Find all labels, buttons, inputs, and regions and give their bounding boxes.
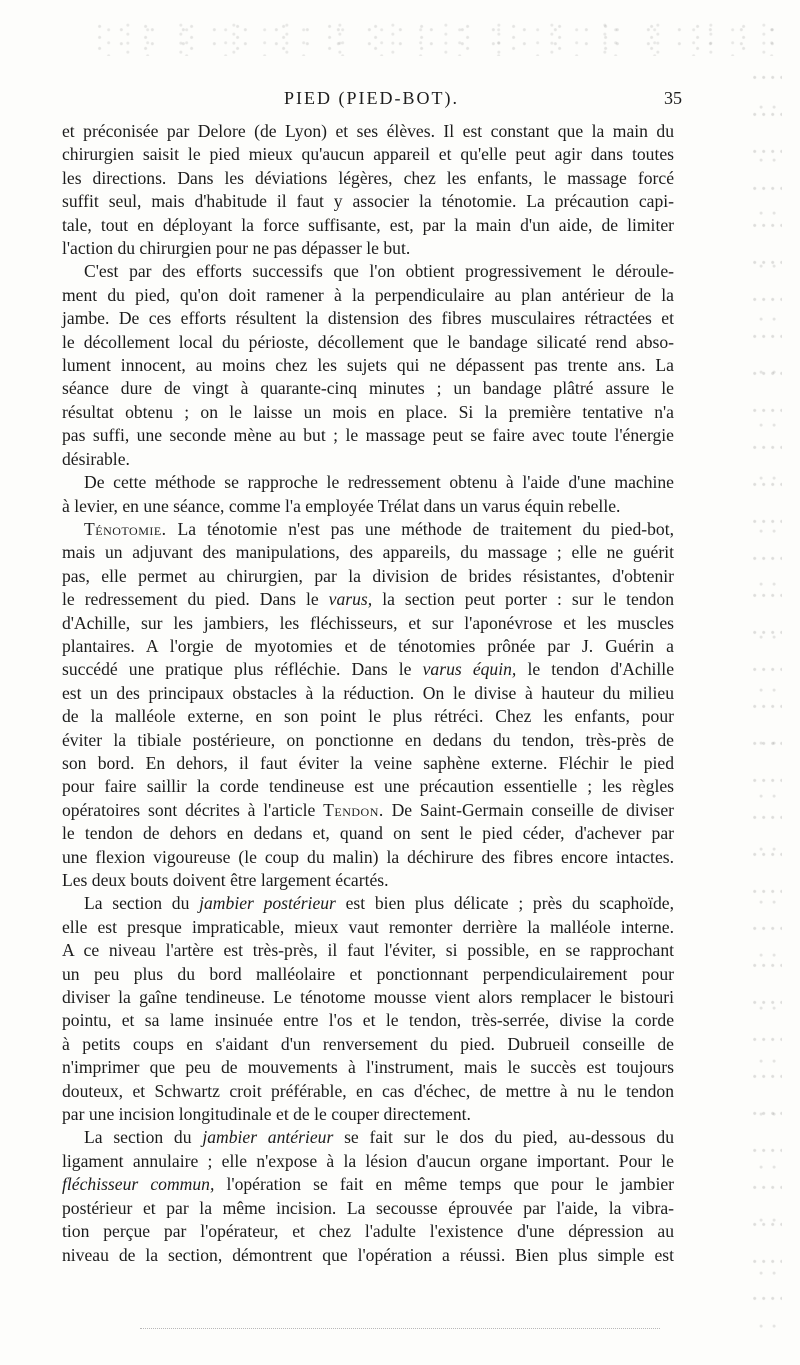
text-line: C'est par des efforts successifs que l'on obtient progressivement le déroule-	[84, 261, 674, 282]
text-line: pas suffi, une seconde mène au but ; le massage peut se faire avec toute l'énergie	[62, 425, 674, 446]
text-line: suffit seul, mais d'habitude il faut y associer la ténotomie. La précaution capi-	[62, 191, 674, 212]
text-line: succédé une pratique plus réfléchie. Dans le varus équin, le tendon d'Achille	[62, 659, 675, 680]
text-line: mais un adjuvant des manipulations, des appareils, du massage ; elle ne guérit	[62, 542, 674, 563]
text-line: Ténotomie. La ténotomie n'est pas une méthode de traitement du pied-bot,	[84, 518, 674, 539]
text-line: éviter la tibiale postérieure, on ponctionne en dedans du tendon, très-près de	[62, 729, 674, 750]
text-line: le redressement du pied. Dans le varus, la section peut porter : sur le tendon	[62, 589, 674, 610]
text-line: plantaires. A l'orgie de myotomies et de ténotomies prônée par J. Guérin a	[62, 635, 674, 656]
text-line: A ce niveau l'artère est très-près, il faut l'éviter, si possible, en se rapprochant	[62, 940, 674, 961]
text-line: postérieur et par la même incision. La secousse éprouvée par l'aide, la vibra-	[62, 1197, 674, 1218]
text-line: un peu plus du bord malléolaire et ponctionnant perpendiculairement pour	[62, 963, 674, 984]
text-line: séance dure de vingt à quarante-cinq minutes ; un bandage plâtré assure le	[62, 378, 674, 399]
text-line: pas, elle permet au chirurgien, par la division de brides résistantes, d'obtenir	[62, 565, 674, 586]
text-line: à petits coups en s'aidant d'un renversement du pied. Dubrueil conseille de	[62, 1033, 674, 1054]
page-header	[62, 88, 682, 114]
text-line: pointu, et sa lame insinuée entre l'os et le tendon, très-serrée, divise la corde	[62, 1010, 674, 1031]
text-line: résultat obtenu ; on le laisse un mois en place. Si la première tentative n'a	[62, 401, 674, 422]
text-line: La section du jambier antérieur se fait sur le dos du pied, au-dessous du	[84, 1127, 675, 1148]
text-line: jambe. De ces efforts résultent la distension des fibres musculaires rétractées et	[62, 308, 674, 329]
text-line: une flexion vigoureuse (le coup du malin) la déchirure des fibres encore intactes.	[62, 846, 674, 867]
text-line: ment du pied, qu'on doit ramener à la perpendiculaire au plan antérieur de la	[62, 284, 674, 305]
text-line: fléchisseur commun, l'opération se fait en même temps que pour le jambier	[62, 1174, 674, 1195]
scan-footer-noise	[140, 1328, 660, 1329]
section-heading: Ténotomie.	[84, 518, 167, 539]
text-line: et préconisée par Delore (de Lyon) et ses élèves. Il est constant que la main du	[62, 121, 674, 141]
text-line: d'Achille, sur les jambiers, les fléchisseurs, et sur l'aponévrose et les muscles	[62, 612, 674, 633]
text-line: à levier, en une séance, comme l'a employée Trélat dans un varus équin rebelle.	[62, 495, 621, 516]
text-line: Les deux bouts doivent être largement écartés.	[62, 870, 389, 890]
text-line: de la malléole externe, en son point le plus rétréci. Chez les enfants, pour	[62, 706, 674, 727]
text-line: tale, tout en déployant la force suffisante, est, par la main d'un aide, de limiter	[62, 214, 674, 235]
text-line: son bord. En dehors, il faut éviter la veine saphène externe. Fléchir le pied	[62, 752, 674, 773]
scan-noise-right	[752, 70, 782, 1330]
text-line: le décollement local du périoste, décollement que le bandage silicaté rend abso-	[62, 331, 674, 352]
text-line: les directions. Dans les déviations légères, chez les enfants, le massage forcé	[62, 167, 674, 188]
text-line: douteux, et Schwartz croit préférable, en cas d'échec, de mettre à nu le tendon	[62, 1080, 674, 1101]
text-line: La section du jambier postérieur est bien plus délicate ; près du scaphoïde,	[84, 893, 674, 914]
text-line: niveau de la section, démontrent que l'opération a réussi. Bien plus simple est	[62, 1244, 674, 1265]
text-line: n'imprimer que peu de mouvements à l'instrument, mais le succès est toujours	[62, 1057, 674, 1078]
text-line: diviser la gaîne tendineuse. Le ténotome mousse vient alors remplacer le bistouri	[62, 987, 674, 1008]
text-line: ligament annulaire ; elle n'expose à la lésion d'aucun organe important. Pour le	[62, 1150, 674, 1171]
text-line: chirurgien saisit le pied mieux qu'aucun appareil et qu'elle peut agir dans toutes	[62, 144, 674, 165]
text-line: par une incision longitudinale et de le couper directement.	[62, 1104, 471, 1125]
scan-noise-top	[95, 22, 785, 56]
text-line: De cette méthode se rapproche le redressement obtenu à l'aide d'une machine	[84, 472, 674, 493]
text-line: pour faire saillir la corde tendineuse est une précaution essentielle ; les règles	[62, 776, 674, 797]
running-head: PIED (PIED-BOT).	[284, 88, 459, 108]
text-line: opératoires sont décrites à l'article Tendon. De Saint-Germain conseille de diviser	[62, 799, 674, 820]
text-line: lument innocent, au moins chez les sujets qui ne dépassent pas trente ans. La	[62, 355, 674, 376]
text-line: le tendon de dehors en dedans et, quand on sent le pied céder, d'achever par	[62, 823, 674, 844]
text-line: l'action du chirurgien pour ne pas dépasser le but.	[62, 238, 411, 259]
body-text	[62, 120, 674, 1267]
text-line: elle est presque impraticable, mieux vaut remonter derrière la malléole interne.	[62, 916, 674, 937]
text-line: tion perçue par l'opérateur, et chez l'adulte l'existence d'une dépression au	[62, 1221, 674, 1242]
text-line: est un des principaux obstacles à la réduction. On le divise à hauteur du milieu	[62, 682, 674, 703]
page-number: 35	[664, 88, 682, 108]
text-line: désirable.	[62, 448, 130, 469]
